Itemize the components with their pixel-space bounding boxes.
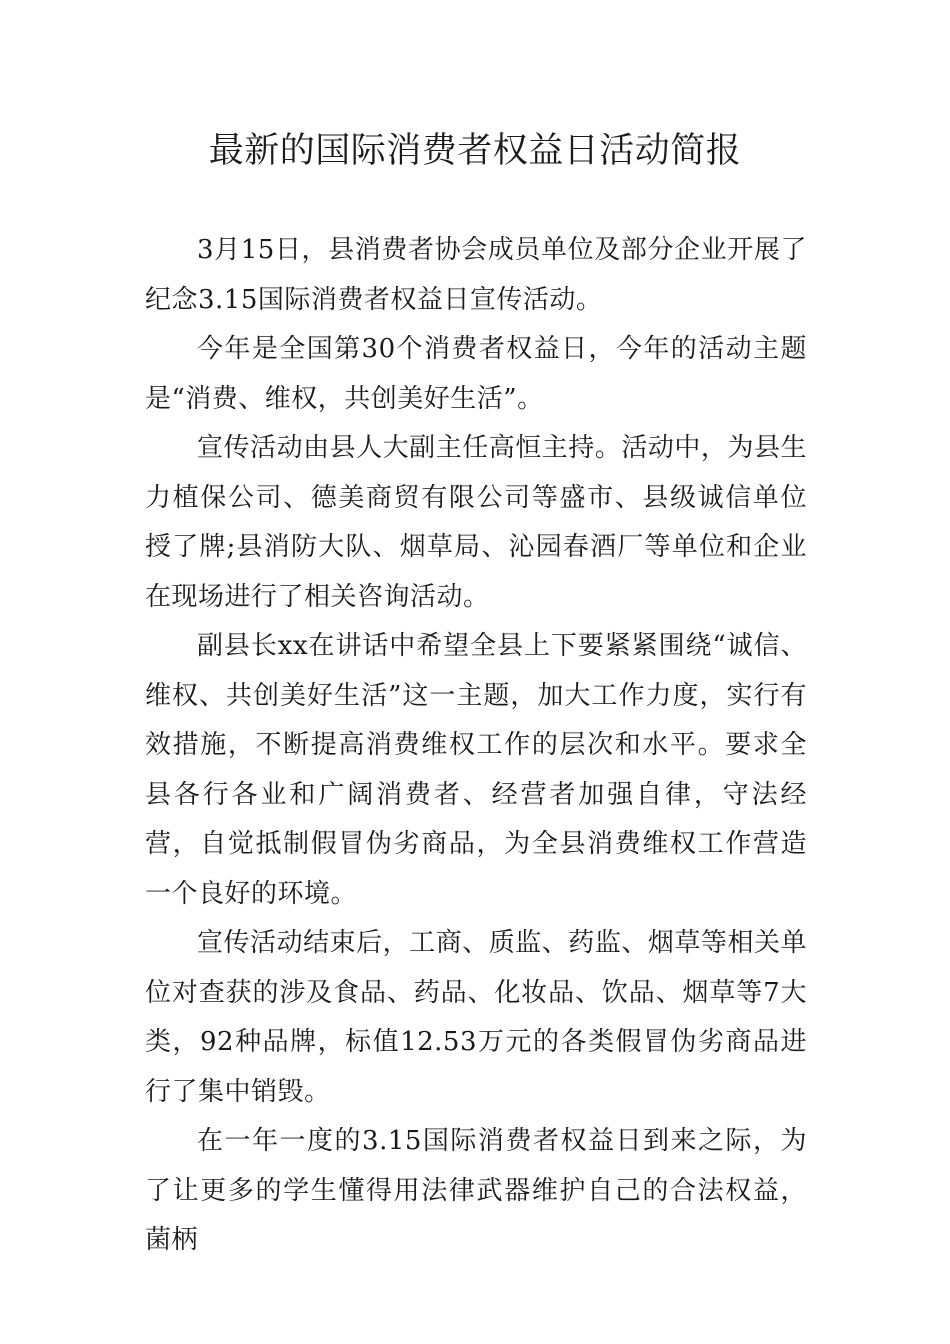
paragraph-4: 副县长xx在讲话中希望全县上下要紧紧围绕“诚信、维权、共创美好生活”这一主题，加大工作力度，实行有效措施，不断提高消费维权工作的层次和水平。要求全县各行各业和广阔消费者、经营者加强自律，守法经营，自觉抵制假冒伪劣商品，为全县消费维权工作营造一个良好的环境。 [145,631,807,909]
paragraph-6: 在一年一度的3.15国际消费者权益日到来之际，为了让更多的学生懂得用法律武器维护自己的合法权益，菌柄 [145,1126,807,1255]
paragraph-5: 宣传活动结束后，工商、质监、药监、烟草等相关单位对查获的涉及食品、药品、化妆品、饮品、烟草等7大类，92种品牌，标值12.53万元的各类假冒伪劣商品进行了集中销毁。 [145,928,807,1107]
paragraph-2: 今年是全国第30个消费者权益日，今年的活动主题是“消费、维权，共创美好生活”。 [145,334,807,414]
paragraph-3: 宣传活动由县人大副主任高恒主持。活动中，为县生力植保公司、德美商贸有限公司等盛市、县级诚信单位授了牌;县消防大队、烟草局、沁园春酒厂等单位和企业在现场进行了相关咨询活动。 [145,433,807,612]
paragraph-1: 3月15日，县消费者协会成员单位及部分企业开展了纪念3.15国际消费者权益日宣传活动。 [145,235,807,315]
document-body [145,226,807,1266]
document-title: 最新的国际消费者权益日活动简报 [208,131,742,171]
